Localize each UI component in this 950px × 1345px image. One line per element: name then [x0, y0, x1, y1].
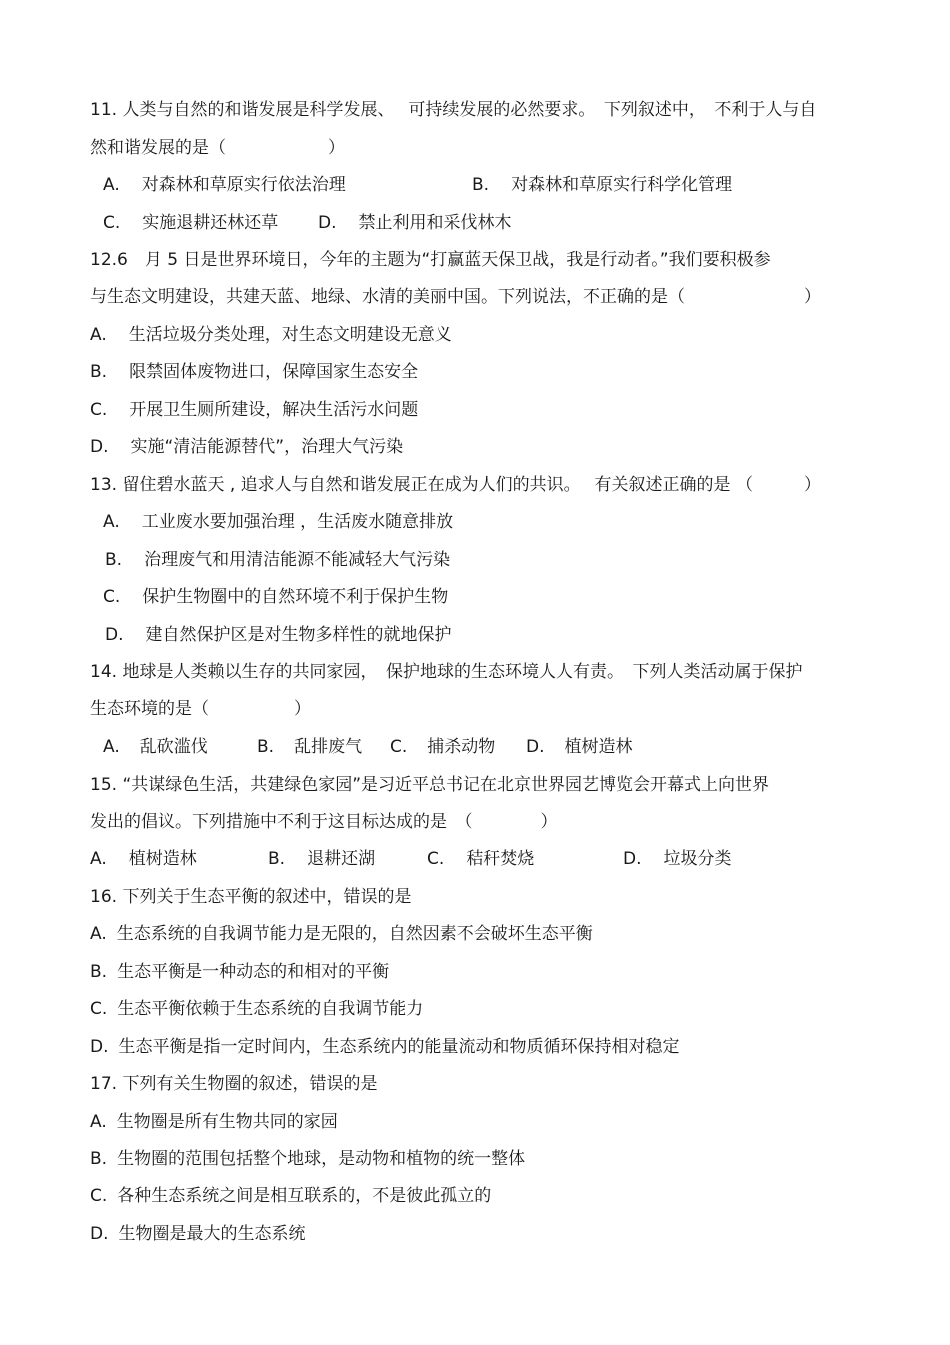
question-11-stem-line-2: 然和谐发展的是（ ） [90, 138, 345, 158]
option-letter: A. [103, 175, 120, 195]
option-text: 生活垃圾分类处理，对生态文明建设无意义 [128, 325, 452, 345]
question-15-stem-line-1: 15. “共谋绿色生活，共建绿色家园”是习近平总书记在北京世界园艺博览会开幕式上向世界 [90, 775, 770, 795]
option-letter: D. [90, 437, 109, 457]
question-13-stem-line-1: 13. 留住碧水蓝天 , 追求人与自然和谐发展正在成为人们的共识。 有关叙述正确的是 （ ） [90, 475, 821, 495]
option-text: 对森林和草原实行科学化管理 [511, 175, 733, 195]
option-letter: C. [390, 737, 408, 757]
question-13-option-b [105, 548, 450, 572]
option-letter: D. [526, 737, 545, 757]
question-13-option-d [105, 623, 452, 647]
option-letter: D. [623, 849, 642, 869]
question-16-option-d [90, 1035, 680, 1059]
option-letter: C. [90, 400, 108, 420]
option-letter: C. [103, 213, 121, 233]
option-letter: A. [103, 512, 120, 532]
question-17-stem-line-1: 17. 下列有关生物圈的叙述，错误的是 [90, 1074, 378, 1094]
option-letter: A. [90, 849, 107, 869]
question-16-option-a [90, 922, 593, 946]
option-text: 各种生态系统之间是相互联系的，不是彼此孤立的 [117, 1186, 492, 1206]
question-15-option-c [427, 847, 534, 871]
question-12-option-c [90, 398, 418, 422]
question-17-option-a [90, 1110, 338, 1134]
option-letter: A. [90, 325, 107, 345]
option-text: 实施“清洁能源替代”，治理大气污染 [130, 437, 404, 457]
question-12-option-d [90, 435, 403, 459]
option-text: 限禁固体废物进口，保障国家生态安全 [129, 362, 419, 382]
question-14-option-b [257, 735, 362, 759]
option-text: 生态平衡是一种动态的和相对的平衡 [117, 962, 390, 982]
option-text: 生态平衡是指一定时间内，生态系统内的能量流动和物质循环保持相对稳定 [118, 1037, 680, 1057]
option-letter: B. [105, 550, 123, 570]
option-letter: B. [257, 737, 275, 757]
question-14-option-c [390, 735, 495, 759]
option-letter: A. [90, 924, 107, 944]
option-text: 乱排废气 [294, 737, 363, 757]
option-letter: B. [90, 962, 108, 982]
option-letter: A. [103, 737, 120, 757]
option-letter: D. [318, 213, 337, 233]
question-17-option-d [90, 1222, 306, 1246]
question-16-stem-line-1: 16. 下列关于生态平衡的叙述中，错误的是 [90, 887, 412, 907]
option-text: 开展卫生厕所建设，解决生活污水问题 [129, 400, 419, 420]
option-letter: B. [268, 849, 286, 869]
question-15-stem-line-2: 发出的倡议。下列措施中不利于这目标达成的是 （ ） [90, 812, 558, 832]
question-12-option-b [90, 360, 418, 384]
option-text: 工业废水要加强治理 ，生活废水随意排放 [141, 512, 454, 532]
question-13-option-c [103, 585, 448, 609]
question-12-stem-line-1: 12.6 月 5 日是世界环境日，今年的主题为“打赢蓝天保卫战，我是行动者。”我们要积极参 [90, 250, 771, 270]
question-15-option-a [90, 847, 197, 871]
question-11-option-d [318, 211, 512, 235]
question-17-option-c [90, 1184, 491, 1208]
question-12-option-a [90, 323, 452, 347]
option-letter: D. [105, 625, 124, 645]
question-14-stem-line-2: 生态环境的是（ ） [90, 699, 311, 719]
option-text: 生物圈是最大的生态系统 [118, 1224, 306, 1244]
question-16-option-b [90, 960, 389, 984]
question-17-option-b [90, 1147, 525, 1171]
question-14-stem-line-1: 14. 地球是人类赖以生存的共同家园， 保护地球的生态环境人人有责。 下列人类活动属于保护 [90, 662, 803, 682]
option-text: 乱砍滥伐 [139, 737, 208, 757]
option-text: 保护生物圈中的自然环境不利于保护生物 [142, 587, 449, 607]
question-16-option-c [90, 997, 423, 1021]
option-text: 生物圈的范围包括整个地球，是动物和植物的统一整体 [117, 1149, 526, 1169]
option-letter: C. [90, 1186, 108, 1206]
option-text: 生态平衡依赖于生态系统的自我调节能力 [117, 999, 424, 1019]
question-11-option-a [103, 173, 346, 197]
option-letter: A. [90, 1112, 107, 1132]
option-text: 秸秆焚烧 [466, 849, 535, 869]
option-letter: C. [90, 999, 108, 1019]
option-letter: B. [90, 1149, 108, 1169]
option-letter: D. [90, 1037, 109, 1057]
option-text: 禁止利用和采伐林木 [358, 213, 512, 233]
option-text: 退耕还湖 [307, 849, 376, 869]
option-text: 对森林和草原实行依法治理 [141, 175, 346, 195]
question-15-option-b [268, 847, 375, 871]
option-letter: B. [90, 362, 108, 382]
option-text: 治理废气和用清洁能源不能减轻大气污染 [144, 550, 451, 570]
option-letter: D. [90, 1224, 109, 1244]
option-letter: C. [427, 849, 445, 869]
option-letter: B. [472, 175, 490, 195]
question-11-option-c [103, 211, 278, 235]
question-13-option-a [103, 510, 453, 534]
question-14-option-d [526, 735, 633, 759]
question-15-option-d [623, 847, 732, 871]
question-14-option-a [103, 735, 208, 759]
question-11-stem-line-1: 11. 人类与自然的和谐发展是科学发展、 可持续发展的必然要求。 下列叙述中， 不利于人与自 [90, 100, 817, 120]
question-12-stem-line-2: 与生态文明建设，共建天蓝、地绿、水清的美丽中国。下列说法，不正确的是（ ） [90, 287, 821, 307]
option-text: 捕杀动物 [427, 737, 496, 757]
option-text: 生态系统的自我调节能力是无限的，自然因素不会破坏生态平衡 [116, 924, 593, 944]
option-text: 植树造林 [564, 737, 633, 757]
option-letter: C. [103, 587, 121, 607]
question-11-option-b [472, 173, 732, 197]
option-text: 生物圈是所有生物共同的家园 [116, 1112, 338, 1132]
option-text: 实施退耕还林还草 [142, 213, 279, 233]
option-text: 植树造林 [128, 849, 197, 869]
option-text: 垃圾分类 [663, 849, 732, 869]
option-text: 建自然保护区是对生物多样性的就地保护 [145, 625, 452, 645]
